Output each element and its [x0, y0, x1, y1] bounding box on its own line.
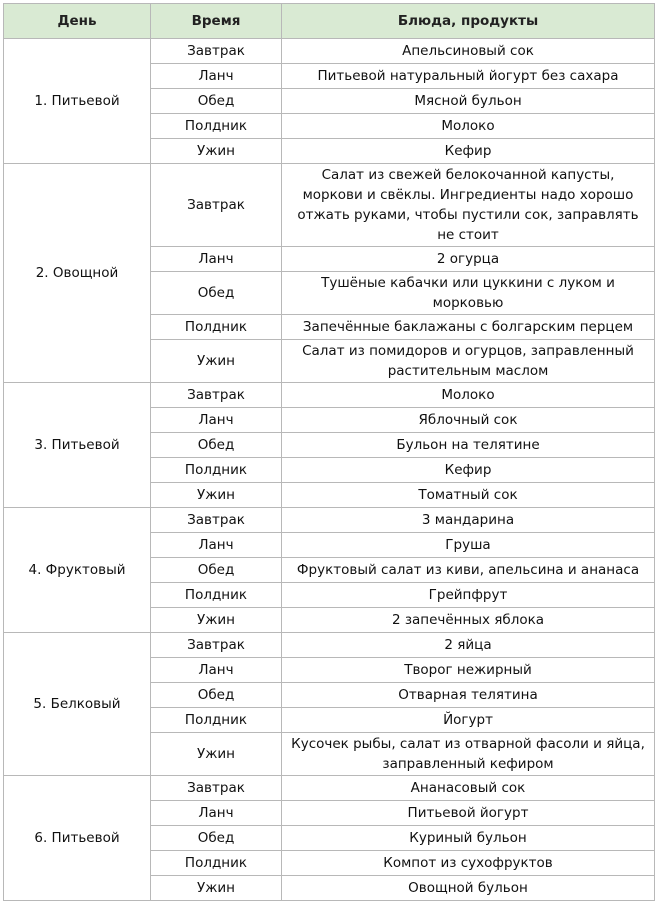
- time-cell: Обед: [151, 826, 282, 851]
- dish-cell: Салат из помидоров и огурцов, заправленный растительным маслом: [282, 340, 655, 383]
- table-body: [4, 39, 655, 901]
- diet-table: [3, 3, 655, 901]
- dish-cell: Мясной бульон: [282, 89, 655, 114]
- day-cell: 6. Питьевой: [4, 776, 151, 901]
- dish-cell: 3 мандарина: [282, 508, 655, 533]
- day-cell: 2. Овощной: [4, 164, 151, 383]
- header-time: Время: [151, 4, 282, 39]
- day-cell: 3. Питьевой: [4, 383, 151, 508]
- dish-cell: Питьевой йогурт: [282, 801, 655, 826]
- time-cell: Ужин: [151, 139, 282, 164]
- table-row: [4, 776, 655, 801]
- time-cell: Ужин: [151, 876, 282, 901]
- time-cell: Завтрак: [151, 508, 282, 533]
- time-cell: Ужин: [151, 483, 282, 508]
- time-cell: Завтрак: [151, 164, 282, 247]
- dish-cell: Отварная телятина: [282, 683, 655, 708]
- dish-cell: Салат из свежей белокочанной капусты, моркови и свёклы. Ингредиенты надо хорошо отжать руками, чтобы пустили сок, заправлять не стоит: [282, 164, 655, 247]
- dish-cell: Кефир: [282, 139, 655, 164]
- time-cell: Ужин: [151, 733, 282, 776]
- dish-cell: 2 яйца: [282, 633, 655, 658]
- dish-cell: Компот из сухофруктов: [282, 851, 655, 876]
- time-cell: Полдник: [151, 458, 282, 483]
- time-cell: Ланч: [151, 247, 282, 272]
- time-cell: Завтрак: [151, 39, 282, 64]
- time-cell: Ужин: [151, 608, 282, 633]
- dish-cell: Творог нежирный: [282, 658, 655, 683]
- dish-cell: Молоко: [282, 383, 655, 408]
- dish-cell: Овощной бульон: [282, 876, 655, 901]
- time-cell: Ланч: [151, 64, 282, 89]
- dish-cell: Груша: [282, 533, 655, 558]
- time-cell: Ланч: [151, 658, 282, 683]
- dish-cell: Йогурт: [282, 708, 655, 733]
- time-cell: Полдник: [151, 315, 282, 340]
- dish-cell: 2 огурца: [282, 247, 655, 272]
- table-row: [4, 633, 655, 658]
- time-cell: Ужин: [151, 340, 282, 383]
- time-cell: Обед: [151, 558, 282, 583]
- dish-cell: Кусочек рыбы, салат из отварной фасоли и яйца, заправленный кефиром: [282, 733, 655, 776]
- day-cell: 1. Питьевой: [4, 39, 151, 164]
- dish-cell: Кефир: [282, 458, 655, 483]
- day-cell: 4. Фруктовый: [4, 508, 151, 633]
- time-cell: Полдник: [151, 114, 282, 139]
- time-cell: Завтрак: [151, 776, 282, 801]
- time-cell: Полдник: [151, 708, 282, 733]
- header-day: День: [4, 4, 151, 39]
- table-row: [4, 383, 655, 408]
- dish-cell: Апельсиновый сок: [282, 39, 655, 64]
- table-row: [4, 508, 655, 533]
- day-cell: 5. Белковый: [4, 633, 151, 776]
- dish-cell: Фруктовый салат из киви, апельсина и ананаса: [282, 558, 655, 583]
- dish-cell: Грейпфрут: [282, 583, 655, 608]
- dish-cell: Бульон на телятине: [282, 433, 655, 458]
- header-row: [4, 4, 655, 39]
- time-cell: Обед: [151, 272, 282, 315]
- time-cell: Ланч: [151, 533, 282, 558]
- time-cell: Полдник: [151, 583, 282, 608]
- time-cell: Полдник: [151, 851, 282, 876]
- time-cell: Обед: [151, 433, 282, 458]
- dish-cell: Ананасовый сок: [282, 776, 655, 801]
- time-cell: Завтрак: [151, 633, 282, 658]
- dish-cell: Куриный бульон: [282, 826, 655, 851]
- time-cell: Обед: [151, 683, 282, 708]
- time-cell: Обед: [151, 89, 282, 114]
- dish-cell: 2 запечённых яблока: [282, 608, 655, 633]
- dish-cell: Питьевой натуральный йогурт без сахара: [282, 64, 655, 89]
- time-cell: Ланч: [151, 801, 282, 826]
- dish-cell: Запечённые баклажаны с болгарским перцем: [282, 315, 655, 340]
- dish-cell: Яблочный сок: [282, 408, 655, 433]
- table-row: [4, 39, 655, 64]
- dish-cell: Томатный сок: [282, 483, 655, 508]
- table-row: [4, 164, 655, 247]
- dish-cell: Тушёные кабачки или цуккини с луком и морковью: [282, 272, 655, 315]
- time-cell: Завтрак: [151, 383, 282, 408]
- header-dishes: Блюда, продукты: [282, 4, 655, 39]
- time-cell: Ланч: [151, 408, 282, 433]
- dish-cell: Молоко: [282, 114, 655, 139]
